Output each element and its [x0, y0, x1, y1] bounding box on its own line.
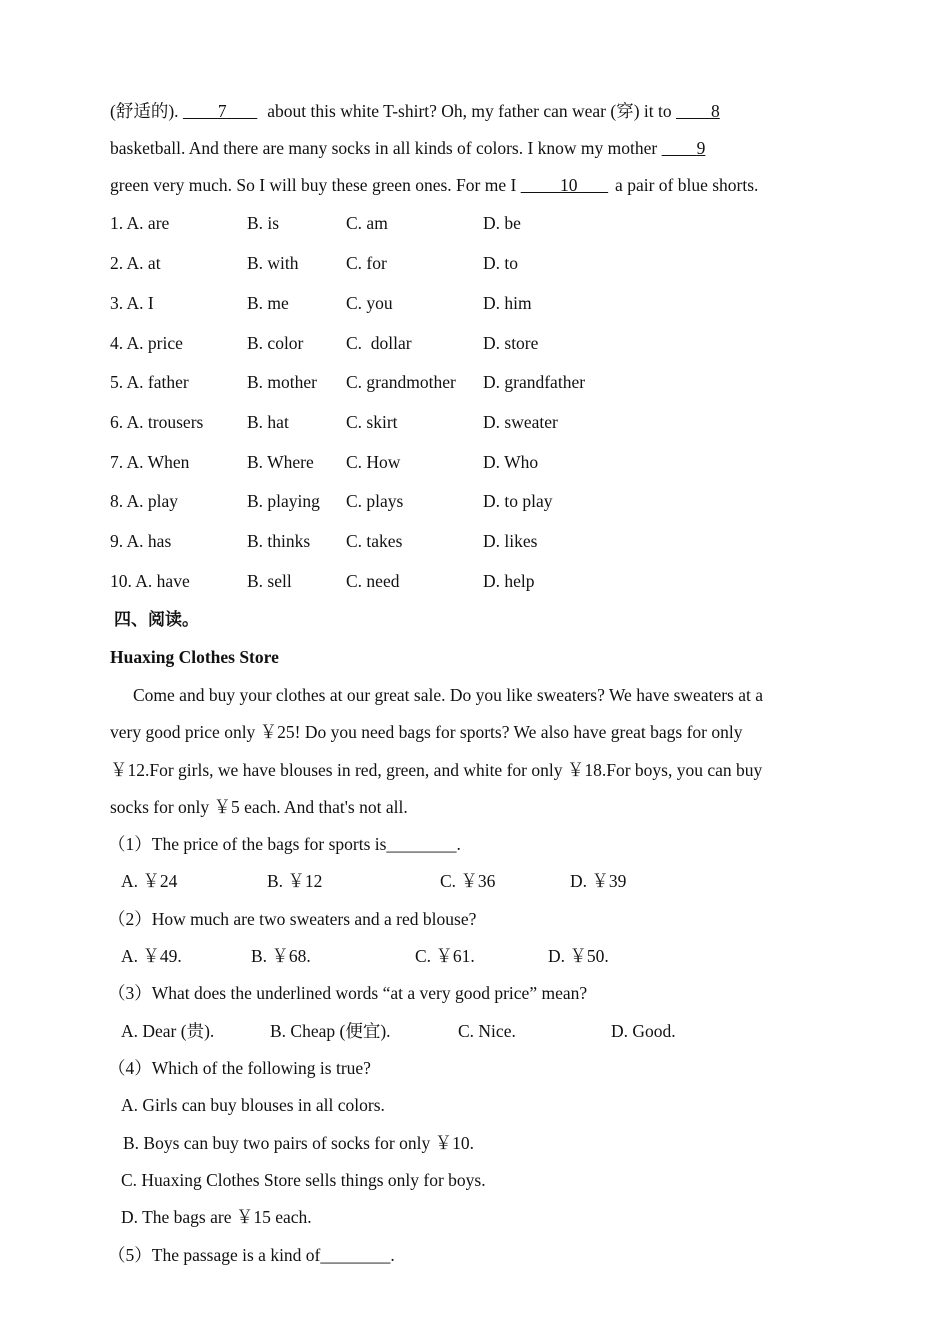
passage-line-4: socks for only ￥5 each. And that's not all.	[110, 797, 408, 817]
option-a: 2. A. at	[110, 253, 161, 273]
option-row-3	[110, 292, 810, 314]
option-row-5	[110, 371, 810, 393]
option-b: B. Where	[247, 452, 314, 472]
passage-line-1: Come and buy your clothes at our great sale. Do you like sweaters? We have sweaters at a	[133, 685, 763, 705]
answer-b: B. ￥68.	[251, 946, 311, 966]
option-c: C. for	[346, 253, 387, 273]
option-a: 5. A. father	[110, 372, 189, 392]
option-d: D. help	[483, 571, 535, 591]
cloze-line-3	[110, 174, 758, 196]
option-b: B. mother	[247, 372, 317, 392]
answer-a: A. ￥24	[121, 871, 178, 891]
question-4-option-b: B. Boys can buy two pairs of socks for only ￥10.	[123, 1133, 474, 1153]
option-a: 1. A. are	[110, 213, 170, 233]
blank-9: 9	[696, 138, 706, 158]
option-a: 9. A. has	[110, 531, 172, 551]
option-b: B. me	[247, 293, 289, 313]
answer-a: A. Dear (贵).	[121, 1021, 215, 1041]
question-4-option-d: D. The bags are ￥15 each.	[121, 1207, 312, 1227]
option-b: B. thinks	[247, 531, 311, 551]
answer-d: D. ￥50.	[548, 946, 609, 966]
option-b: B. sell	[247, 571, 292, 591]
option-c: C. takes	[346, 531, 403, 551]
cloze-line-1	[110, 100, 724, 122]
option-c: C. How	[346, 452, 401, 472]
question-4-option-c: C. Huaxing Clothes Store sells things only for boys.	[121, 1170, 486, 1190]
option-c: C. dollar	[346, 333, 412, 353]
option-c: C. need	[346, 571, 400, 591]
option-row-4	[110, 332, 810, 354]
passage-title: Huaxing Clothes Store	[110, 647, 279, 667]
option-row-8	[110, 490, 810, 512]
question-3-options	[121, 1020, 821, 1042]
option-b: B. color	[247, 333, 304, 353]
option-row-1	[110, 212, 810, 234]
question-1: （1）The price of the bags for sports is________.	[108, 834, 461, 854]
passage-line-2: very good price only ￥25! Do you need bags for sports? We also have great bags for only	[110, 722, 743, 742]
blank-10: 10	[560, 175, 578, 195]
cloze-text: (舒适的).	[110, 101, 183, 121]
section-heading: 四、阅读。	[114, 610, 199, 630]
option-d: D. grandfather	[483, 372, 586, 392]
option-row-6	[110, 411, 810, 433]
answer-b: B. Cheap (便宜).	[270, 1021, 391, 1041]
question-4: （4）Which of the following is true?	[108, 1058, 371, 1078]
cloze-text: green very much. So I will buy these green ones. For me I	[110, 175, 521, 195]
question-3: （3）What does the underlined words “at a very good price” mean?	[108, 983, 588, 1003]
answer-c: C. Nice.	[458, 1021, 516, 1041]
option-d: D. store	[483, 333, 539, 353]
option-d: D. likes	[483, 531, 538, 551]
option-b: B. with	[247, 253, 299, 273]
option-b: B. hat	[247, 412, 289, 432]
answer-c: C. ￥61.	[415, 946, 475, 966]
option-c: C. plays	[346, 491, 404, 511]
question-5: （5）The passage is a kind of________.	[108, 1245, 395, 1265]
answer-c: C. ￥36	[440, 871, 496, 891]
cloze-line-2	[110, 137, 710, 159]
blank-7: 7	[217, 101, 227, 121]
option-c: C. you	[346, 293, 393, 313]
answer-a: A. ￥49.	[121, 946, 182, 966]
question-1-options	[121, 870, 821, 892]
option-d: D. be	[483, 213, 521, 233]
question-4-option-a: A. Girls can buy blouses in all colors.	[121, 1095, 385, 1115]
cloze-text: about this white T-shirt? Oh, my father can wear (穿) it to	[262, 101, 677, 121]
question-2: （2）How much are two sweaters and a red blouse?	[108, 909, 477, 929]
cloze-text: basketball. And there are many socks in all kinds of colors. I know my mother	[110, 138, 662, 158]
option-d: D. to play	[483, 491, 553, 511]
cloze-text: a pair of blue shorts.	[610, 175, 759, 195]
option-a: 8. A. play	[110, 491, 179, 511]
option-a: 3. A. I	[110, 293, 154, 313]
option-d: D. sweater	[483, 412, 558, 432]
option-row-10	[110, 570, 810, 592]
option-c: C. am	[346, 213, 388, 233]
option-d: D. Who	[483, 452, 539, 472]
option-row-2	[110, 252, 810, 274]
answer-d: D. ￥39	[570, 871, 627, 891]
option-c: C. skirt	[346, 412, 398, 432]
option-d: D. to	[483, 253, 518, 273]
option-d: D. him	[483, 293, 532, 313]
option-b: B. is	[247, 213, 280, 233]
option-b: B. playing	[247, 491, 320, 511]
option-c: C. grandmother	[346, 372, 456, 392]
answer-b: B. ￥12	[267, 871, 323, 891]
option-row-9	[110, 530, 810, 552]
option-a: 4. A. price	[110, 333, 183, 353]
question-2-options	[121, 945, 821, 967]
option-a: 10. A. have	[110, 571, 190, 591]
passage-line-3: ￥12.For girls, we have blouses in red, green, and white for only ￥18.For boys, you can buy	[110, 760, 763, 780]
option-row-7	[110, 451, 810, 473]
option-a: 6. A. trousers	[110, 412, 204, 432]
blank-8: 8	[711, 101, 720, 121]
option-a: 7. A. When	[110, 452, 190, 472]
answer-d: D. Good.	[611, 1021, 676, 1041]
